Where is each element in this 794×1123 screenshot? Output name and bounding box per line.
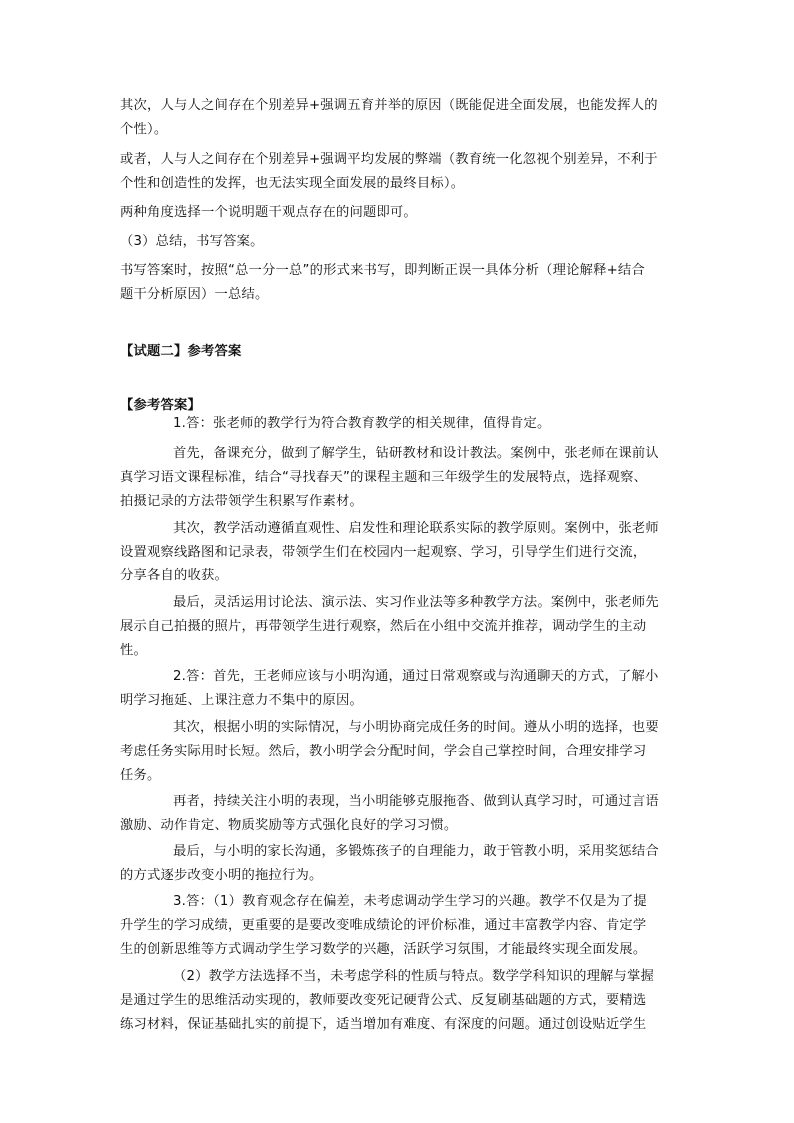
text-line: 生的创新思维等方式调动学生学习数学的兴趣，活跃学习氛围，才能最终实现全面发展。 xyxy=(120,942,647,957)
text-line: 书写答案时，按照“总一分一总”的形式来书写，即判断正误一具体分析（理论解释+结合 xyxy=(120,263,645,278)
text-line: 其次，人与人之间存在个别差异+强调五育并举的原因（既能促进全面发展，也能发挥人的 xyxy=(120,98,658,113)
text-line: 拍摄记录的方法带领学生积累写作素材。 xyxy=(120,494,363,509)
text-line: 其次，根据小明的实际情况，与小明协商完成任务的时间。遵从小明的选择，也要 xyxy=(173,720,659,735)
text-line: 其次，教学活动遵循直观性、启发性和理论联系实际的教学原则。案例中，张老师 xyxy=(173,521,659,536)
text-line: 首先，备课充分，做到了解学生，钻研教材和设计教法。案例中，张老师在课前认 xyxy=(173,446,659,461)
text-line: 再者，持续关注小明的表现，当小明能够克服拖沓、做到认真学习时，可通过言语 xyxy=(173,794,659,809)
text-line: 展示自己拍摄的照片，再带领学生进行观察，然后在小组中交流并推荐，调动学生的主动 xyxy=(120,619,647,634)
text-line: 分享各自的收获。 xyxy=(120,568,228,583)
answer-1-heading: 1.答：张老师的教学行为符合教育教学的相关规律，值得肯定。 xyxy=(173,416,551,431)
text-line: 是通过学生的思维活动实现的，教师要改变死记硬背公式、反复刷基础题的方式，要精选 xyxy=(120,993,647,1008)
text-line: 明学习拖延、上课注意力不集中的原因。 xyxy=(120,693,363,708)
text-line: 3.答：（1）教育观念存在偏差，未考虑调动学生学习的兴趣。教学不仅是为了提 xyxy=(173,894,647,909)
text-line: 升学生的学习成绩，更重要的是要改变唯成绩论的评价标准，通过丰富教学内容、肯定学 xyxy=(120,918,647,933)
text-line: 或者，人与人之间存在个别差异+强调平均发展的弊端（教育统一化忽视个别差异，不利于 xyxy=(120,152,658,167)
text-line: 设置观察线路图和记录表，带领学生们在校园内一起观察、学习，引导学生们进行交流， xyxy=(120,545,647,560)
answer-label: 【参考答案】 xyxy=(120,398,201,413)
text-line: 个性）。 xyxy=(120,122,168,137)
text-line: 最后，与小明的家长沟通，多锻炼孩子的自理能力，敢于管教小明，采用奖惩结合 xyxy=(173,844,659,859)
text-line: 考虑任务实际用时长短。然后，教小明学会分配时间，学会自己掌控时间，合理安排学习 xyxy=(120,744,647,759)
text-line: 题干分析原因）一总结。 xyxy=(120,287,269,302)
text-line: 真学习语文课程标准，结合“寻找春天”的课程主题和三年级学生的发展特点，选择观察、 xyxy=(120,470,648,485)
text-line: 激励、动作肯定、物质奖励等方式强化良好的学习习惯。 xyxy=(120,818,458,833)
text-line: 练习材料，保证基础扎实的前提下，适当增加有难度、有深度的问题。通过创设贴近学生 xyxy=(120,1017,647,1032)
text-line: （2）教学方法选择不当，未考虑学科的性质与特点。数学学科知识的理解与掌握 xyxy=(173,969,655,984)
text-line: 的方式逐步改变小明的拖拉行为。 xyxy=(120,868,323,883)
section-title: 【试题二】参考答案 xyxy=(120,344,242,359)
text-line: 两种角度选择一个说明题干观点存在的问题即可。 xyxy=(120,205,417,220)
text-line: 最后，灵活运用讨论法、演示法、实习作业法等多种教学方法。案例中，张老师先 xyxy=(173,595,659,610)
text-line: 2.答：首先，王老师应该与小明沟通，通过日常观察或与沟通聊天的方式，了解小 xyxy=(173,669,659,684)
text-line: 任务。 xyxy=(120,768,161,783)
text-line: 性。 xyxy=(120,643,147,658)
text-line: （3）总结，书写答案。 xyxy=(120,234,264,249)
text-line: 个性和创造性的发挥，也无法实现全面发展的最终目标）。 xyxy=(120,176,465,191)
